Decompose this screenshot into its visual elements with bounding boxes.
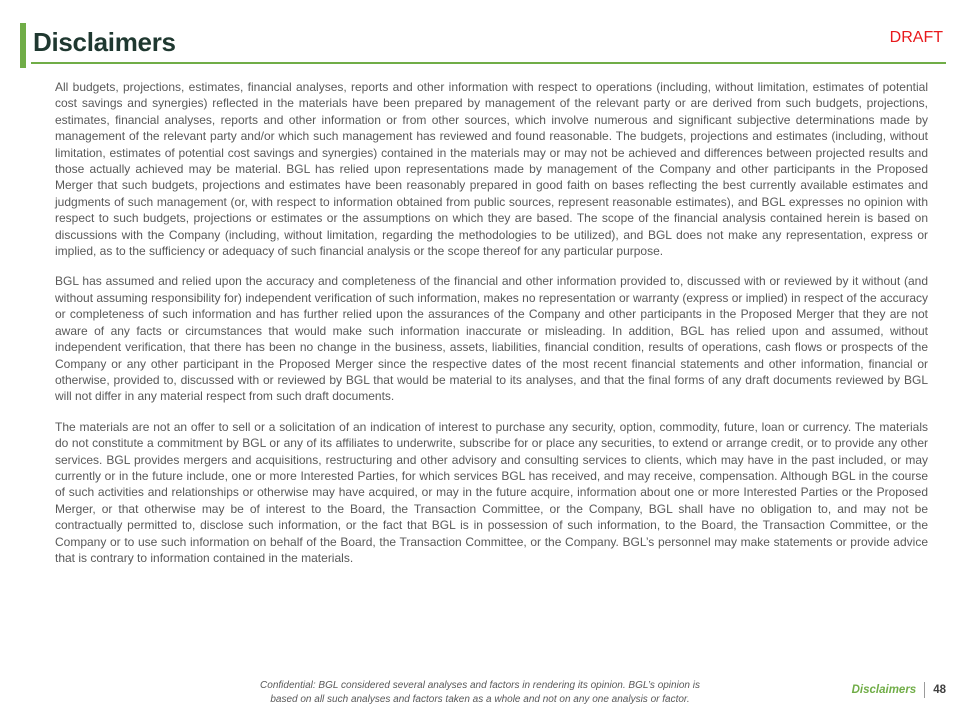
footer-section-label: Disclaimers bbox=[851, 684, 917, 696]
disclaimer-paragraph-3: The materials are not an offer to sell or a solicitation of an indication of interest to purchase any security, option, commodity, future, loan or currency. The materials do not constitute a commitment by BGL or any of its affiliates to underwrite, subscribe for or place any securities, to extend or arrange credit, or to provide any other services. BGL provides mergers and acquisitions, restructuring and other advisory and consulting services to clients, which may have in the past included, or may currently or in the future include, one or more Interested Parties, for which services BGL has received, and may receive, compensation. Although BGL in the course of such activities and relationships or otherwise may have acquired, or may in the future acquire, information about one or more Interested Parties or the Proposed Merger, or that otherwise may be of interest to the Board, the Transaction Committee, or the Company, BGL shall have no obligation to, and may not be contractually permitted to, disclose such information, or the fact that BGL is in possession of such information, to the Board, the Transaction Committee, or the Company or to use such information on behalf of the Board, the Transaction Committee, or the Company. BGL’s personnel may make statements or provide advice that is contrary to information contained in the materials. bbox=[55, 419, 928, 565]
draft-watermark: DRAFT bbox=[889, 29, 943, 46]
page-title: Disclaimers bbox=[33, 27, 176, 57]
footer-divider bbox=[924, 682, 925, 698]
footer-page-info bbox=[852, 682, 946, 698]
disclaimer-paragraph-1: All budgets, projections, estimates, financial analyses, reports and other information with respect to operations (including, without limitation, estimates of potential cost savings and synergies) reflected in the materials have been prepared by management of the relevant party or are derived from such budgets, projections, estimates, financial analyses, reports and other information or from other sources, which involve numerous and significant subjective determinations made by management of the relevant party and/or which such management has reviewed and found reasonable. The budgets, projections and estimates (including, without limitation, estimates of potential cost savings and synergies) contained in the materials may or may not be achieved and differences between projected results and those actually achieved may be material. BGL has relied upon representations made by management of the Company and other participants in the Proposed Merger that such budgets, projections and estimates have been reasonably prepared in good faith on bases reflecting the best currently available estimates and judgments of such management (or, with respect to information obtained from public sources, represent reasonable estimates), and BGL expresses no opinion with respect to such budgets, projections or estimates or the assumptions on which they are based. The scope of the financial analysis contained herein is based on discussions with the Company (including, without limitation, regarding the methodologies to be utilized), and BGL does not make any representation, express or implied, as to the sufficiency or adequacy of such financial analysis or the scope thereof for any particular purpose. bbox=[55, 80, 928, 259]
disclaimer-paragraph-2: BGL has assumed and relied upon the accuracy and completeness of the financial and other information provided to, discussed with or reviewed by it without (and without assuming responsibility for) independent verification of such information, makes no representation or warranty (express or implied) in respect of the accuracy or completeness of such information and has further relied upon the assurances of the Company and other participants in the Proposed Merger that they are not aware of any facts or circumstances that would make such information inaccurate or misleading. In addition, BGL has relied upon and assumed, without independent verification, that there has been no change in the business, assets, liabilities, financial condition, results of operations, cash flows or prospects of the Company or any other participant in the Proposed Merger since the respective dates of the most recent financial statements and other information, financial or otherwise, provided to, discussed with or reviewed by BGL that would be material to its analyses, and that the final forms of any draft documents reviewed by BGL will not differ in any material respect from such draft documents. bbox=[55, 274, 928, 404]
title-accent-bar bbox=[20, 23, 26, 68]
confidential-note bbox=[0, 679, 960, 707]
confidential-note-line2: based on all such analyses and factors taken as a whole and not on any one analysis or factor. bbox=[270, 694, 690, 705]
title-underline bbox=[31, 62, 946, 64]
disclaimer-body bbox=[55, 79, 928, 580]
confidential-note-line1: Confidential: BGL considered several analyses and factors in rendering its opinion. BGL’s opinion is bbox=[260, 680, 700, 691]
page-number: 48 bbox=[933, 684, 946, 696]
